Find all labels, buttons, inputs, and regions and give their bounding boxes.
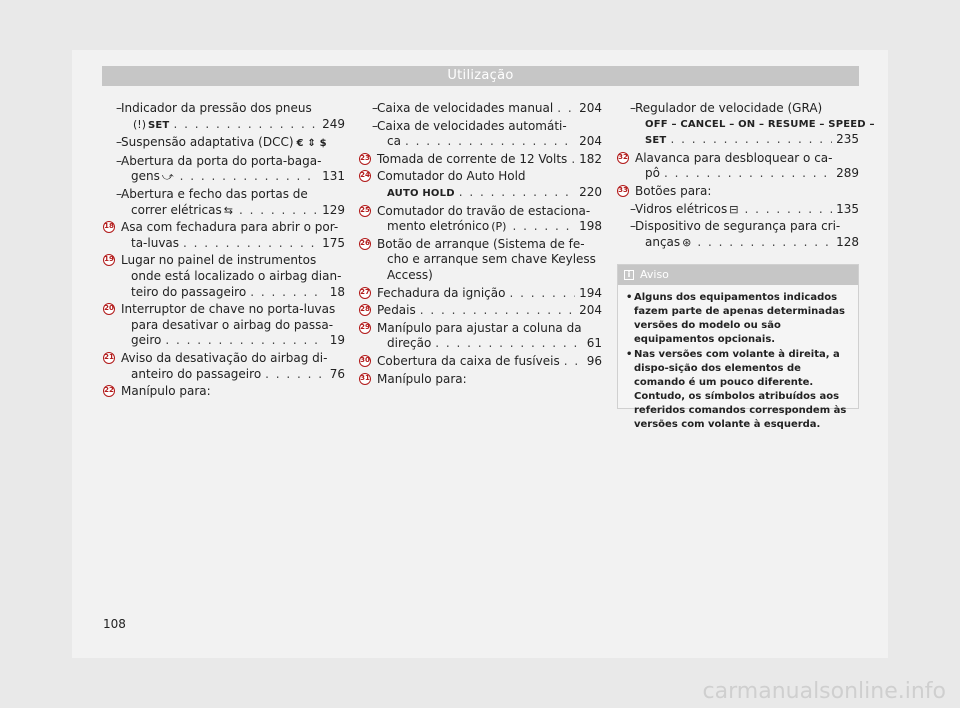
dot-leader	[571, 152, 575, 168]
page-reference: 204	[579, 101, 602, 115]
index-entry[interactable]	[103, 187, 345, 218]
dot-leader	[512, 219, 575, 235]
item-number-badge: 31	[359, 373, 371, 385]
tire-pressure-icon: (!)	[133, 117, 146, 131]
entry-line	[377, 268, 602, 284]
index-entry[interactable]	[359, 169, 602, 201]
entry-last-line	[377, 336, 602, 352]
index-entry[interactable]	[103, 135, 345, 152]
dot-leader	[435, 336, 578, 352]
page-reference: 18	[329, 284, 345, 299]
dot-leader	[420, 303, 575, 319]
entry-last-line	[377, 219, 602, 235]
entry-text: Pedais	[377, 303, 416, 318]
notice-item: • Nas versões com volante à direita, a dispo-sição dos elementos de comando é um pouco diferente. Contudo, os símbolos atribuídos aos referidos comandos correspondem às versões com volante à esquerda.	[626, 348, 850, 432]
item-number-badge: 18	[103, 221, 115, 233]
index-entry[interactable]	[617, 202, 859, 218]
index-entry[interactable]	[359, 152, 602, 168]
item-number-badge: 21	[103, 352, 115, 364]
entry-text: anças	[645, 234, 681, 249]
dot-leader	[173, 117, 318, 133]
index-entry[interactable]	[103, 101, 345, 133]
entry-text: Botão de arranque (Sistema de fe-	[377, 236, 585, 251]
dot-leader	[405, 134, 575, 150]
index-entry[interactable]	[617, 219, 859, 250]
entry-last-line	[377, 134, 602, 150]
entry-text: Tomada de corrente de 12 Volts	[377, 151, 568, 166]
entry-text: teiro do passageiro	[131, 284, 247, 299]
entry-last-line	[635, 166, 859, 182]
entry-text: gens	[131, 169, 160, 184]
entry-text: ta-luvas	[131, 235, 180, 250]
index-entry[interactable]	[103, 384, 345, 400]
entry-last-line	[377, 372, 602, 388]
item-number-badge: 26	[359, 238, 371, 250]
column-2	[359, 101, 602, 389]
entry-line	[121, 101, 345, 117]
entry-body	[359, 204, 602, 235]
page-reference: 129	[322, 202, 345, 217]
entry-last-line	[635, 132, 859, 149]
item-number-badge: 27	[359, 287, 371, 299]
dot-leader	[459, 185, 575, 201]
entry-last-line	[635, 235, 859, 251]
entry-body	[103, 135, 345, 152]
dot-leader	[165, 333, 321, 349]
index-entry[interactable]	[617, 184, 859, 200]
entry-body	[103, 220, 345, 251]
index-entry[interactable]	[617, 101, 875, 149]
entry-body	[103, 101, 345, 133]
page-reference: 135	[836, 201, 859, 216]
entry-body	[359, 152, 602, 168]
entry-line	[635, 219, 859, 235]
entry-line	[377, 119, 602, 135]
entry-line	[121, 187, 345, 203]
control-symbol: SET	[645, 135, 667, 147]
entry-text: Manípulo para:	[121, 384, 211, 399]
item-number-badge: 25	[359, 205, 371, 217]
entry-last-line	[635, 202, 859, 218]
index-entry[interactable]	[103, 220, 345, 251]
item-number-badge: 22	[103, 385, 115, 397]
dot-leader	[744, 202, 832, 218]
entry-text: – Vidros elétricos	[635, 201, 728, 216]
entry-last-line	[377, 185, 602, 202]
entry-last-line	[121, 203, 345, 219]
entry-body	[359, 303, 602, 319]
page-reference: 76	[329, 366, 345, 381]
page-reference: 198	[579, 219, 602, 234]
entry-line	[121, 154, 345, 170]
entry-text: pô	[645, 166, 660, 181]
item-number-badge: 23	[359, 153, 371, 165]
entry-body	[359, 169, 602, 201]
entry-text: mento eletrónico	[387, 219, 490, 234]
index-entry[interactable]	[359, 119, 602, 150]
entry-line	[121, 220, 345, 236]
entry-text: – Regulador de velocidade (GRA)	[635, 101, 823, 115]
index-entry[interactable]	[359, 204, 602, 235]
dot-leader	[697, 235, 832, 251]
dcc-mode-icons: € ⇕ $	[296, 138, 327, 150]
entry-symbol-line	[635, 117, 875, 133]
dot-leader	[557, 101, 575, 117]
entry-line	[377, 169, 602, 185]
entry-last-line	[121, 169, 345, 185]
control-icon: ⇆	[223, 203, 233, 217]
entry-body	[617, 219, 859, 250]
entry-text: Fechadura da ignição	[377, 285, 506, 300]
entry-text: – Abertura da porta do porta-baga-	[121, 153, 322, 168]
entry-body	[617, 184, 859, 200]
entry-line	[377, 252, 602, 268]
index-entry[interactable]	[617, 151, 859, 182]
entry-text: Cobertura da caixa de fusíveis	[377, 353, 560, 368]
entry-last-line	[121, 135, 345, 152]
entry-line	[121, 253, 345, 269]
index-entry[interactable]	[359, 237, 602, 284]
page-reference: 128	[836, 234, 859, 249]
entry-last-line	[121, 367, 345, 383]
index-entry[interactable]	[359, 286, 602, 302]
entry-text: geiro	[131, 333, 162, 348]
entry-line	[635, 101, 859, 117]
entry-text: Interruptor de chave no porta-luvas	[121, 302, 336, 317]
control-icon: ⊛	[682, 235, 692, 249]
entry-body	[103, 154, 345, 185]
page-reference: 194	[579, 285, 602, 300]
entry-line	[121, 351, 345, 367]
entry-text: – Suspensão adaptativa (DCC)	[121, 135, 294, 150]
dot-leader	[183, 236, 318, 252]
index-entry[interactable]	[359, 321, 602, 352]
item-number-badge: 24	[359, 170, 371, 182]
entry-body	[617, 151, 859, 182]
entry-body	[359, 321, 602, 352]
entry-body	[617, 101, 875, 149]
dot-leader	[664, 166, 832, 182]
entry-text: – Caixa de velocidades manual	[377, 101, 554, 115]
index-entry[interactable]	[103, 253, 345, 300]
page-reference: 220	[579, 184, 602, 199]
entry-text: direção	[387, 336, 432, 351]
page-reference: 175	[322, 235, 345, 250]
control-icon: ⤻	[161, 170, 174, 184]
entry-last-line	[121, 333, 345, 349]
page-reference: 289	[836, 166, 859, 181]
page-number: 108	[103, 617, 126, 631]
page-reference: 249	[322, 116, 345, 131]
info-icon: i	[624, 270, 634, 280]
column-1	[103, 101, 345, 402]
index-entry[interactable]	[103, 302, 345, 349]
entry-last-line	[121, 117, 345, 134]
entry-line	[121, 318, 345, 334]
entry-last-line	[377, 152, 602, 168]
entry-text: Lugar no painel de instrumentos	[121, 253, 317, 268]
control-symbol: AUTO HOLD	[387, 187, 455, 199]
entry-text: Alavanca para desbloquear o ca-	[635, 150, 833, 165]
notice-title: Aviso	[640, 268, 669, 281]
entry-text: – Abertura e fecho das portas de	[121, 186, 308, 201]
entry-body	[617, 202, 859, 218]
page-reference: 19	[329, 333, 345, 348]
index-entry[interactable]	[103, 154, 345, 185]
item-number-badge: 28	[359, 304, 371, 316]
entry-body	[359, 372, 602, 388]
set-symbol: SET	[148, 119, 170, 131]
dot-leader	[509, 286, 575, 302]
entry-body	[359, 354, 602, 370]
entry-body	[359, 101, 602, 117]
page-reference: 182	[579, 151, 602, 166]
entry-body	[103, 351, 345, 382]
item-number-badge: 19	[103, 254, 115, 266]
notice-box	[617, 264, 859, 430]
entry-text: Comutador do travão de estaciona-	[377, 203, 591, 218]
entry-last-line	[121, 236, 345, 252]
entry-last-line	[121, 285, 345, 301]
control-icon: ⊟	[729, 202, 739, 216]
entry-last-line	[377, 101, 602, 117]
entry-text: anteiro do passageiro	[131, 366, 262, 381]
entry-last-line	[121, 384, 345, 400]
dot-leader	[180, 169, 318, 185]
entry-last-line	[635, 184, 859, 200]
item-number-badge: 30	[359, 355, 371, 367]
dot-leader	[670, 132, 832, 148]
page-reference: 235	[836, 132, 859, 147]
entry-body	[103, 187, 345, 218]
page-reference: 131	[322, 169, 345, 184]
entry-line	[377, 321, 602, 337]
index-entry[interactable]	[359, 354, 602, 370]
entry-text: – Dispositivo de segurança para cri-	[635, 219, 841, 234]
column-3	[617, 101, 875, 252]
entry-last-line	[377, 303, 602, 319]
entry-text: Manípulo para ajustar a coluna da	[377, 320, 582, 335]
entry-text: correr elétricas	[131, 202, 222, 217]
entry-text: Comutador do Auto Hold	[377, 169, 526, 184]
entry-body	[359, 119, 602, 150]
entry-line	[377, 237, 602, 253]
section-header: Utilização	[102, 66, 859, 86]
entry-line	[121, 302, 345, 318]
notice-header	[618, 265, 858, 285]
item-number-badge: 33	[617, 185, 629, 197]
index-entry[interactable]	[103, 351, 345, 382]
entry-text: Asa com fechadura para abrir o por-	[121, 220, 339, 235]
entry-text: Access)	[387, 267, 433, 282]
item-number-badge: 29	[359, 322, 371, 334]
item-number-badge: 20	[103, 303, 115, 315]
dot-leader	[250, 285, 321, 301]
notice-item: • Alguns dos equipamentos indicados fazem parte de apenas determinadas versões do modelo ou são equipamentos opcionais.	[626, 291, 850, 347]
entry-text: onde está localizado o airbag dian-	[131, 268, 342, 283]
control-symbols: OFF – CANCEL – ON – RESUME – SPEED –	[645, 118, 875, 130]
entry-line	[121, 269, 345, 285]
index-entry[interactable]	[359, 372, 602, 388]
dot-leader	[239, 203, 318, 219]
entry-body	[103, 384, 345, 400]
entry-text: ca	[387, 134, 401, 149]
watermark: carmanualsonline.info	[702, 679, 946, 704]
entry-text: Botões para:	[635, 183, 712, 198]
entry-text: para desativar o airbag do passa-	[131, 317, 334, 332]
index-entry[interactable]	[359, 101, 602, 117]
entry-text: – Caixa de velocidades automáti-	[377, 118, 567, 133]
item-number-badge: 32	[617, 152, 629, 164]
entry-body	[359, 237, 602, 284]
page-reference: 204	[579, 303, 602, 318]
index-entry[interactable]	[359, 303, 602, 319]
entry-last-line	[377, 354, 602, 370]
entry-text: Aviso da desativação do airbag di-	[121, 350, 328, 365]
entry-last-line	[377, 286, 602, 302]
entry-text: – Indicador da pressão dos pneus	[121, 101, 312, 115]
entry-body	[359, 286, 602, 302]
page-reference: 96	[586, 353, 602, 368]
notice-list	[618, 285, 858, 432]
page-reference: 61	[586, 336, 602, 351]
dot-leader	[564, 354, 578, 370]
entry-line	[377, 204, 602, 220]
page-reference: 204	[579, 134, 602, 149]
entry-body	[103, 302, 345, 349]
entry-text: Manípulo para:	[377, 371, 467, 386]
entry-body	[103, 253, 345, 300]
control-icon: (P)	[491, 220, 507, 234]
dot-leader	[265, 367, 321, 383]
entry-line	[635, 151, 859, 167]
entry-text: cho e arranque sem chave Keyless	[387, 252, 596, 267]
